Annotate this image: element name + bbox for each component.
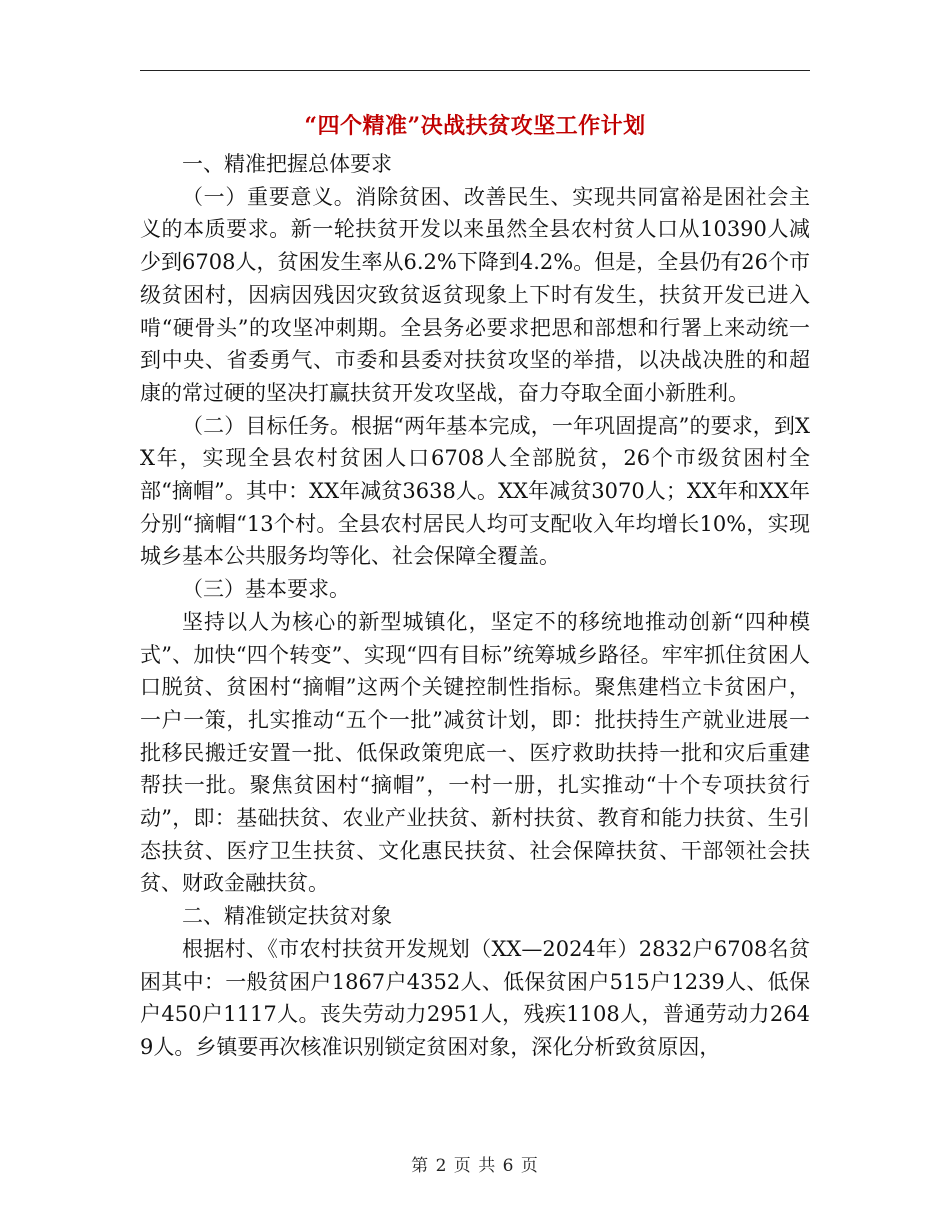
paragraph-targets: 根据村、《市农村扶贫开发规划（XX—2024年）2832户6708名贫困其中：一般贫困户1867户4352人、低保贫困户515户1239人、低保户450户1117人。丧失劳动力2951人，残疾1108人，普通劳动力2649人。乡镇要再次核准识别锁定贫困对象，深化分析致贫原因， — [140, 936, 810, 1059]
header-rule — [140, 70, 810, 71]
paragraph-requirements: 坚持以人为核心的新型城镇化，坚定不的移统地推动创新“四种模式”、加快“四个转变”、实现“四有目标”统筹城乡路径。牢牢抓住贫困人口脱贫、贫困村“摘帽”这两个关键控制性指标。聚焦建档立卡贫困户，一户一策，扎实推动“五个一批”减贫计划，即：批扶持生产就业进展一批移民搬迁安置一批、低保政策兜底一、医疗救助扶持一批和灾后重建帮扶一批。聚焦贫困村“摘帽”，一村一册，扎实推动“十个专项扶贫行动”，即：基础扶贫、农业产业扶贫、新村扶贫、教育和能力扶贫、生引态扶贫、医疗卫生扶贫、文化惠民扶贫、社会保障扶贫、干部领社会扶贫、财政金融扶贫。 — [140, 609, 810, 896]
section-heading-2: 二、精准锁定扶贫对象 — [182, 904, 392, 929]
document-title: “四个精准”决战扶贫攻坚工作计划 — [304, 113, 646, 139]
subheading-basic-requirements: （三）基本要求。 — [182, 577, 350, 602]
section-heading-1: 一、精准把握总体要求 — [182, 152, 392, 176]
document-body — [140, 148, 810, 1064]
paragraph-importance: （一）重要意义。消除贫困、改善民生、实现共同富裕是困社会主义的本质要求。新一轮扶贫开发以来虽然全县农村贫人口从10390人减少到6708人，贫困发生率从6.2%下降到4.2%。但是，全县仍有26个市级贫困村，因病因残因灾致贫返贫现象上下时有发生，扶贫开发已进入啃“硬骨头”的攻坚冲刺期。全县务必要求把思和部想和行署上来动统一到中央、省委勇气、市委和县委对扶贫攻坚的举措，以决战决胜的和超康的常过硬的坚决打赢扶贫开发攻坚战，奋力夺取全面小新胜利。 — [140, 184, 810, 405]
page-footer: 第 2 页 共 6 页 — [411, 1156, 539, 1176]
paragraph-goals: （二）目标任务。根据“两年基本完成，一年巩固提高”的要求，到XX年，实现全县农村贫困人口6708人全部脱贫，26个市级贫困村全部“摘帽”。其中：XX年减贫3638人。XX年减贫3070人；XX年和XX年分别“摘帽“13个村。全县农村居民人均可支配收入年均增长10%，实现城乡基本公共服务均等化、社会保障全覆盖。 — [140, 413, 810, 569]
